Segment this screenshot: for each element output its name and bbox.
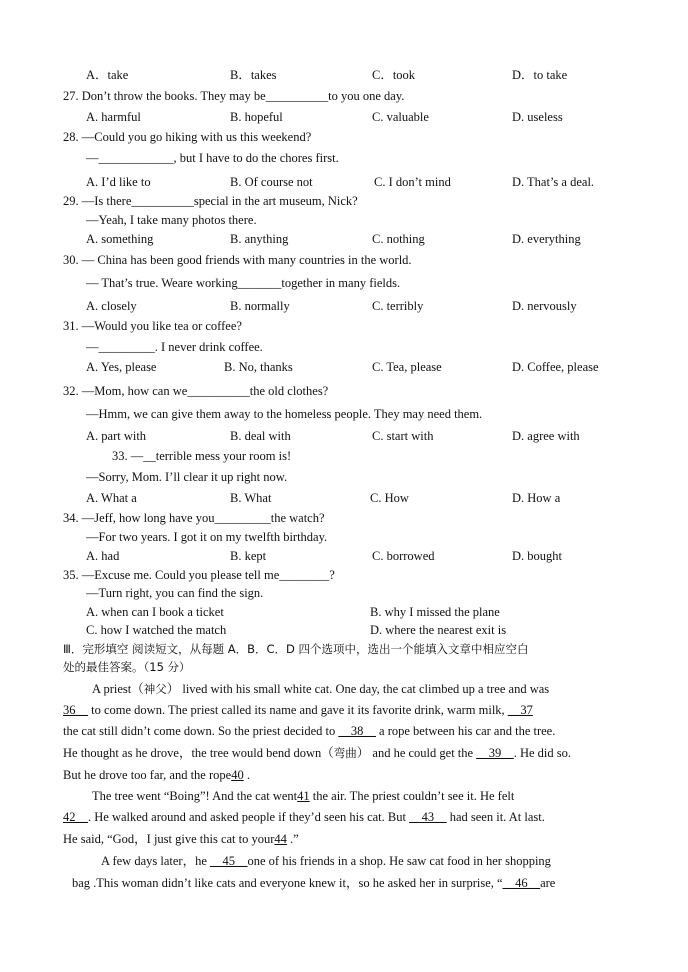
q29-stem: 29. —Is there__________special in the art museum, Nick? xyxy=(63,194,358,208)
q34-option-c: C. borrowed xyxy=(372,549,435,563)
q33-option-b: B. What xyxy=(230,491,272,505)
q29-option-a: A. something xyxy=(86,232,154,246)
q32-option-d: D. agree with xyxy=(512,429,580,443)
q26-option-b: B．takes xyxy=(230,68,277,82)
q30-option-d: D. nervously xyxy=(512,299,577,313)
blank-43: __43__ xyxy=(409,810,447,824)
q28-option-b: B. Of course not xyxy=(230,175,313,189)
passage-p2-line3: He said, “God，I just give this cat to your44 .” xyxy=(63,832,299,846)
q29-option-d: D. everything xyxy=(512,232,581,246)
q34-option-d: D. bought xyxy=(512,549,562,563)
q28-reply: —____________, but I have to do the chores first. xyxy=(86,151,339,165)
q27-option-c: C. valuable xyxy=(372,110,429,124)
q35-option-b: B. why I missed the plane xyxy=(370,605,500,619)
blank-41: 41 xyxy=(297,789,310,803)
q31-option-a: A. Yes, please xyxy=(86,360,157,374)
q31-option-c: C. Tea, please xyxy=(372,360,442,374)
q28-option-a: A. I’d like to xyxy=(86,175,151,189)
q28-option-d: D. That’s a deal. xyxy=(512,175,595,189)
q33-reply: —Sorry, Mom. I’ll clear it up right now. xyxy=(86,470,288,484)
q26-option-d: D．to take xyxy=(512,68,568,82)
q35-option-c: C. how I watched the match xyxy=(86,623,227,637)
passage-p1-line4: He thought as he drove，the tree would bend down（弯曲） and he could get the __39__. He did so. xyxy=(63,746,571,760)
q27-stem: 27. Don’t throw the books. They may be__________to you one day. xyxy=(63,89,405,103)
q27-option-b: B. hopeful xyxy=(230,110,283,124)
q28-option-c: C. I don’t mind xyxy=(374,175,451,189)
q32-stem: 32. —Mom, how can we__________the old clothes? xyxy=(63,384,329,398)
q30-stem: 30. — China has been good friends with many countries in the world. xyxy=(63,253,412,267)
q29-option-c: C. nothing xyxy=(372,232,425,246)
q30-option-c: C. terribly xyxy=(372,299,424,313)
q34-reply: —For two years. I got it on my twelfth birthday. xyxy=(86,530,328,544)
blank-45: __45__ xyxy=(210,854,248,868)
q31-stem: 31. —Would you like tea or coffee? xyxy=(63,319,242,333)
section3-heading-line2: 处的最佳答案。（15 分） xyxy=(63,660,191,674)
q26-option-a: A．take xyxy=(86,68,129,82)
q32-option-c: C. start with xyxy=(372,429,434,443)
q33-option-a: A. What a xyxy=(86,491,137,505)
passage-p3-line1: A few days later，he __45__one of his friends in a shop. He saw cat food in her shopping xyxy=(101,854,551,868)
q35-reply: —Turn right, you can find the sign. xyxy=(86,586,264,600)
q30-option-a: A. closely xyxy=(86,299,137,313)
q32-option-b: B. deal with xyxy=(230,429,291,443)
passage-p3-line2: bag .This woman didn’t like cats and everyone knew it，so he asked her in surprise, “__46__are xyxy=(72,876,556,890)
blank-39: __39__ xyxy=(476,746,514,760)
q34-option-b: B. kept xyxy=(230,549,267,563)
passage-p1-line3: the cat still didn’t come down. So the priest decided to __38__ a rope between his car and the tree. xyxy=(63,724,556,738)
q30-option-b: B. normally xyxy=(230,299,290,313)
q33-stem: 33. —__terrible mess your room is! xyxy=(112,449,292,463)
blank-46: __46__ xyxy=(502,876,541,890)
q29-option-b: B. anything xyxy=(230,232,289,246)
blank-40: 40 xyxy=(231,768,244,782)
q30-reply: — That’s true. Weare working_______together in many fields. xyxy=(86,276,401,290)
q33-option-c: C. How xyxy=(370,491,409,505)
passage-p1-line5: But he drove too far, and the rope40 . xyxy=(63,768,250,782)
passage-p2-line2: 42__. He walked around and asked people if they’d seen his cat. But __43__ had seen it. At last. xyxy=(63,810,545,824)
q33-option-d: D. How a xyxy=(512,491,561,505)
q35-stem: 35. —Excuse me. Could you please tell me________? xyxy=(63,568,335,582)
blank-36: 36__ xyxy=(63,703,88,717)
q27-option-d: D. useless xyxy=(512,110,563,124)
q28-stem: 28. —Could you go hiking with us this weekend? xyxy=(63,130,312,144)
q27-option-a: A. harmful xyxy=(86,110,141,124)
q32-option-a: A. part with xyxy=(86,429,147,443)
q31-option-b: B. No, thanks xyxy=(224,360,293,374)
blank-37: __37 xyxy=(507,703,533,717)
q32-reply: —Hmm, we can give them away to the homeless people. They may need them. xyxy=(86,407,483,421)
passage-p1-line1: A priest（神父） lived with his small white cat. One day, the cat climbed up a tree and was xyxy=(92,682,550,696)
passage-p2-line1: The tree went “Boing”! And the cat went41 the air. The priest couldn’t see it. He felt xyxy=(92,789,515,803)
q26-option-c: C．took xyxy=(372,68,416,82)
q31-option-d: D. Coffee, please xyxy=(512,360,599,374)
blank-44: 44 xyxy=(274,832,287,846)
q34-stem: 34. —Jeff, how long have you_________the watch? xyxy=(63,511,325,525)
blank-42: 42__ xyxy=(63,810,88,824)
section3-heading-line1: Ⅲ．完形填空 阅读短文，从每题 A．B．C．D 四个选项中，选出一个能填入文章中相应空白 xyxy=(63,642,529,656)
blank-38: __38__ xyxy=(338,724,376,738)
q35-option-a: A. when can I book a ticket xyxy=(86,605,224,619)
q34-option-a: A. had xyxy=(86,549,120,563)
passage-p1-line2: 36__ to come down. The priest called its name and gave it its favorite drink, warm milk, __37 xyxy=(63,703,533,717)
q29-reply: —Yeah, I take many photos there. xyxy=(86,213,257,227)
q35-option-d: D. where the nearest exit is xyxy=(370,623,507,637)
q31-reply: —_________. I never drink coffee. xyxy=(86,340,263,354)
